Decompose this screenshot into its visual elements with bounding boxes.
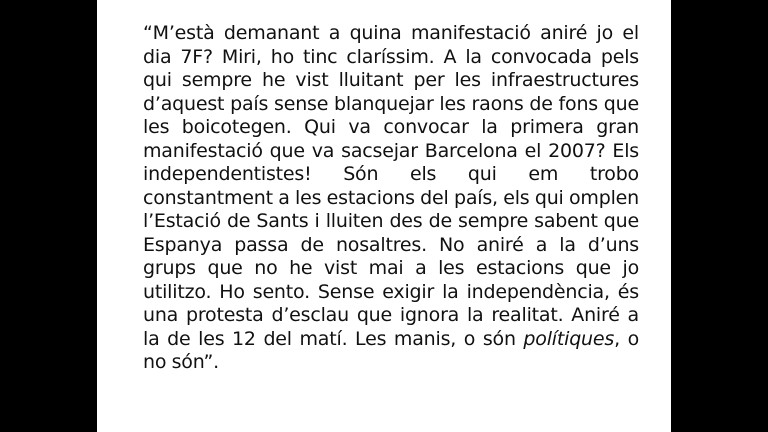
quote-text xyxy=(143,22,639,375)
quote-slide xyxy=(97,0,671,432)
quote-text-end: , o no són”. xyxy=(143,327,639,373)
quote-text-main: “M’està demanant a quina manifestació aniré jo el dia 7F? Miri, ho tinc claríssim. A la convocada pels qui sempre he vist lluitant per les infraestructures d’aquest país sense blanquejar les raons de fons que les boicotegen. Qui va convocar la primera gran manifestació que va sacsejar Barcelona el 2007? Els independentistes! Són els qui em trobo constantment a les estacions del país, els qui omplen l’Estació de Sants i lluiten des de sempre sabent que Espanya passa de nosaltres. No aniré a la d’uns grups que no he vist mai a les estacions que jo utilitzo. Ho sento. Sense exigir la independència, és una protesta d’esclau que ignora la realitat. Aniré a la de les 12 del matí. Les manis, o són xyxy=(143,22,639,350)
quote-emphasis: polítiques xyxy=(523,327,615,350)
